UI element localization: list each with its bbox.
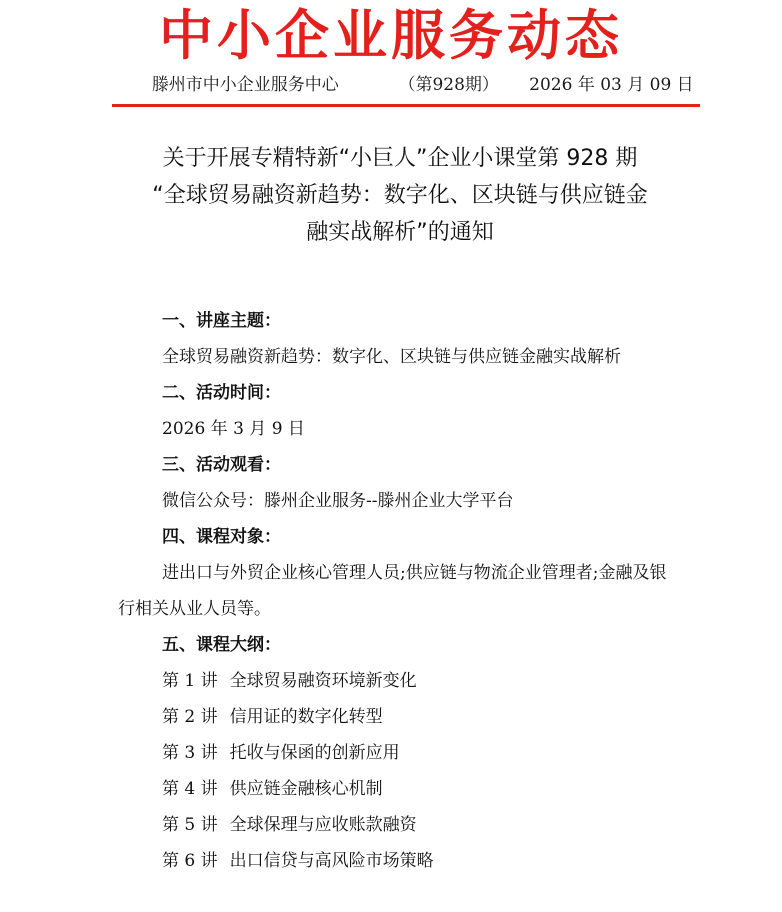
section-text-viewing: 微信公众号：滕州企业服务--滕州企业大学平台 — [162, 491, 514, 511]
section-text-audience: 进出口与外贸企业核心管理人员;供应链与物流企业管理者;金融及银行相关从业人员等。 — [118, 563, 667, 619]
outline-item — [118, 843, 678, 879]
outline-item-text: 托收与保函的创新应用 — [229, 743, 400, 763]
outline-item — [118, 807, 678, 843]
section-heading-time: 二、活动时间： — [162, 383, 281, 403]
outline-item — [118, 699, 678, 735]
issue-date: 2026 年 03 月 09 日 — [529, 75, 694, 95]
section-heading-outline: 五、课程大纲： — [162, 635, 281, 655]
section-heading-topic: 一、讲座主题： — [162, 311, 281, 331]
outline-item-number: 第 4 讲 — [162, 779, 218, 799]
notice-title — [100, 140, 700, 251]
outline-item-number: 第 5 讲 — [162, 815, 218, 835]
section-text-topic: 全球贸易融资新趋势：数字化、区块链与供应链金融实战解析 — [162, 347, 621, 367]
notice-body — [118, 303, 678, 879]
outline-item-number: 第 6 讲 — [162, 851, 218, 871]
outline-item-number: 第 3 讲 — [162, 743, 218, 763]
outline-item-number: 第 2 讲 — [162, 707, 218, 727]
masthead-title: 中小企业服务动态 — [159, 4, 623, 67]
publisher-name: 滕州市中小企业服务中心 — [151, 75, 339, 95]
outline-item-text: 供应链金融核心机制 — [229, 779, 383, 799]
outline-item — [118, 771, 678, 807]
outline-item-text: 全球保理与应收账款融资 — [229, 815, 417, 835]
outline-item — [118, 735, 678, 771]
notice-title-line: “全球贸易融资新趋势：数字化、区块链与供应链金 — [152, 183, 648, 208]
outline-item-number: 第 1 讲 — [162, 671, 218, 691]
masthead-divider — [112, 104, 700, 107]
notice-title-line: 关于开展专精特新“小巨人”企业小课堂第 928 期 — [162, 146, 638, 171]
outline-item-text: 信用证的数字化转型 — [229, 707, 383, 727]
outline-item — [118, 663, 678, 699]
section-heading-viewing: 三、活动观看： — [162, 455, 281, 475]
section-text-time: 2026 年 3 月 9 日 — [162, 419, 305, 439]
issue-number: （第928期） — [398, 75, 499, 95]
outline-item-text: 出口信贷与高风险市场策略 — [229, 851, 434, 871]
outline-item-text: 全球贸易融资环境新变化 — [229, 671, 417, 691]
section-heading-audience: 四、课程对象： — [162, 527, 281, 547]
masthead-meta — [118, 74, 698, 96]
notice-title-line: 融实战解析”的通知 — [306, 220, 494, 245]
